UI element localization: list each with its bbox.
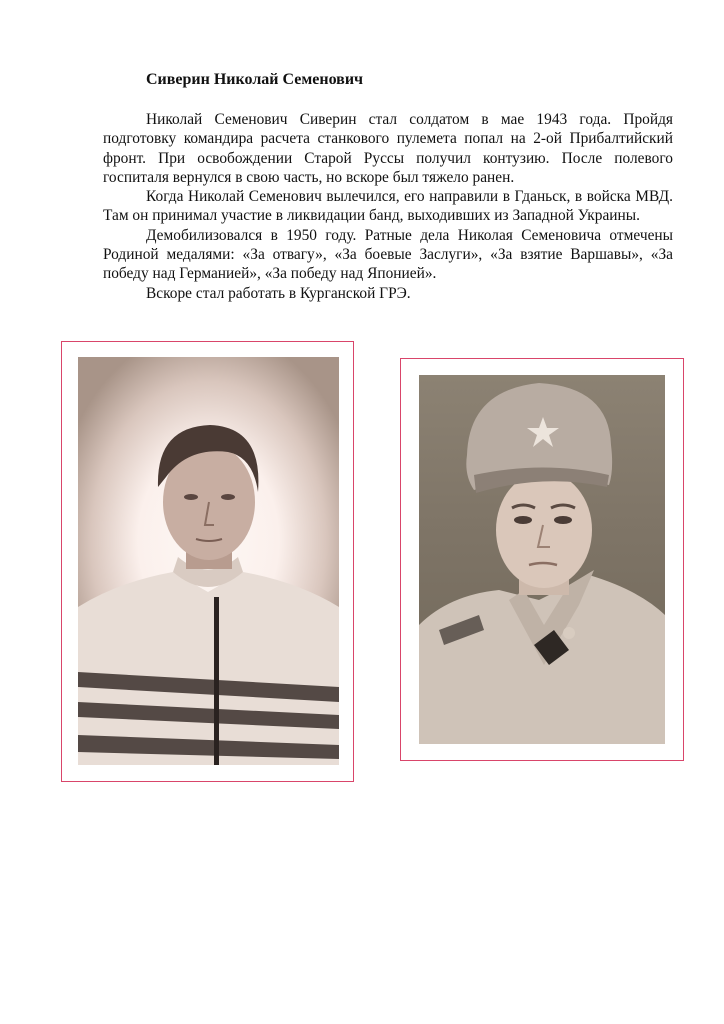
photo-older-man [78, 357, 339, 765]
photo-young-soldier [419, 375, 665, 744]
portrait-soldier-icon [419, 375, 665, 744]
photo-frame-soldier-portrait [400, 358, 684, 761]
paragraph-3: Демобилизовался в 1950 году. Ратные дела Николая Семеновича отмечены Родиной медалями: «За отвагу», «За боевые Заслуги», «За взятие Варшавы», «За победу над Германией», «За победу над Японией». [103, 226, 673, 283]
document-title: Сиверин Николай Семенович [146, 71, 364, 88]
paragraph-4: Вскоре стал работать в Курганской ГРЭ. [146, 284, 411, 302]
photo-frame-older-portrait [61, 341, 354, 782]
paragraph-1: Николай Семенович Сиверин стал солдатом в мае 1943 года. Пройдя подготовку командира расчета станкового пулемета попал на 2-ой Прибалтийский фронт. При освобождении Старой Руссы получил контузию. После полевого госпиталя вернулся в свою часть, но вскоре был тяжело ранен. [103, 111, 673, 186]
document-body [103, 110, 673, 303]
portrait-older-man-icon [78, 357, 339, 765]
paragraph-2: Когда Николай Семенович вылечился, его направили в Гданьск, в войска МВД. Там он принимал участие в ликвидации банд, выходивших из Западной Украины. [103, 188, 673, 225]
